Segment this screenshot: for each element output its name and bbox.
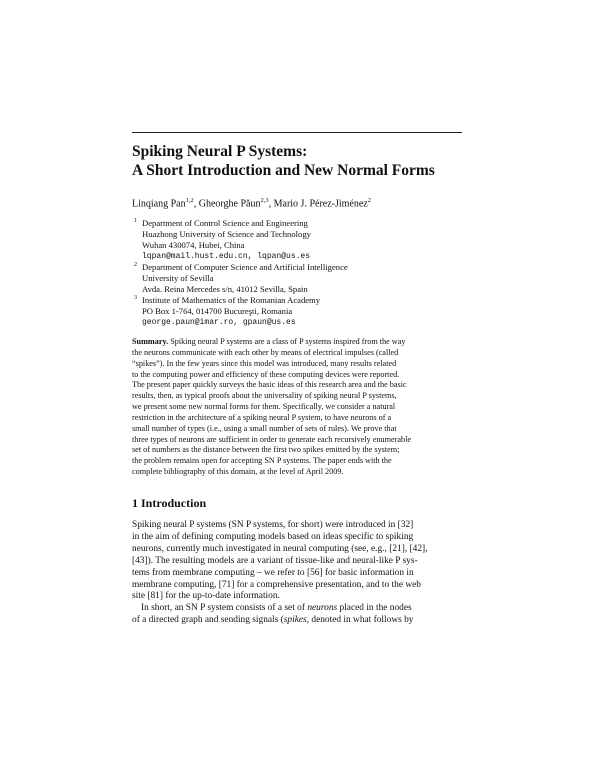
affiliation-email[interactable]: george.paun@imar.ro, gpaun@us.es: [142, 318, 296, 327]
summary-line: we present some new normal forms for them. Specifically, we consider a natural: [132, 402, 396, 412]
intro-line: in the aim of defining computing models based on ideas specific to spiking: [132, 531, 414, 542]
summary-line: results, then, as typical proofs about the universality of spiking neural P systems,: [132, 391, 397, 401]
intro-line: site [81] for the up-to-date information.: [132, 591, 280, 602]
summary-line: set of numbers as the distance between the first two spikes emitted by the system;: [132, 445, 400, 455]
author-separator: ,: [193, 198, 199, 210]
summary-first-line: Spiking neural P systems are a class of P systems inspired from the way: [168, 337, 406, 346]
intro-emphasis: neurons: [307, 603, 338, 614]
summary-abstract: [132, 337, 462, 478]
paper-title: [132, 142, 462, 180]
summary-line: to the computing power and efficiency of these computing devices were reported.: [132, 369, 400, 379]
intro-text: , denoted in what follows by: [306, 615, 414, 626]
affiliation-line: PO Box 1-764, 014700 Bucureşti, Romania: [142, 306, 293, 316]
intro-emphasis: spikes: [283, 615, 307, 626]
summary-line: the neurons communicate with each other by means of electrical impulses (called: [132, 347, 399, 357]
affiliation-line: Department of Computer Science and Artificial Intelligence: [142, 262, 348, 272]
author-affil-mark: 1,2: [185, 197, 194, 204]
section-number: 1: [132, 496, 138, 510]
section-title: Introduction: [141, 496, 207, 510]
summary-label: Summary.: [132, 337, 169, 346]
intro-line: membrane computing, [71] for a comprehensive presentation, and to the web: [132, 579, 421, 590]
intro-text: placed in the nodes: [337, 603, 412, 614]
author-separator: ,: [268, 198, 274, 210]
summary-line: restriction in the architecture of a spiking neural P system, to have neurons of a: [132, 412, 392, 422]
intro-body: [132, 520, 462, 627]
summary-line: The present paper quickly surveys the basic ideas of this research area and the basic: [132, 380, 407, 390]
affiliation-email[interactable]: lqpan@mail.hust.edu.cn, lqpan@us.es: [142, 252, 311, 261]
affiliations: [132, 218, 462, 328]
intro-line: neurons, currently much investigated in neural computing (see, e.g., [21], [42],: [132, 543, 428, 554]
intro-text: In short, an SN P system consists of a set of: [141, 603, 308, 614]
intro-line: Spiking neural P systems (SN P systems, for short) were introduced in [32]: [132, 520, 414, 530]
top-rule: [132, 132, 462, 133]
affiliation-number: 3: [134, 295, 137, 301]
affiliation-1: [132, 218, 462, 262]
author-list: [132, 195, 462, 210]
affiliation-line: Wuhan 430074, Hubei, China: [142, 240, 245, 250]
intro-line: tems from membrane computing – we refer to [56] for basic information in: [132, 567, 414, 578]
affiliation-3: [132, 295, 462, 328]
affiliation-number: 2: [134, 262, 137, 268]
affiliation-line: Institute of Mathematics of the Romanian Academy: [142, 295, 321, 305]
intro-line: [132, 615, 462, 627]
author-affil-mark: 2,3: [260, 197, 269, 204]
summary-line: the problem remains open for accepting SN P systems. The paper ends with the: [132, 456, 392, 466]
author-name: Gheorghe Păun: [198, 198, 261, 210]
author-affil-mark: 2: [367, 197, 371, 204]
affiliation-2: [132, 262, 462, 295]
summary-line: “spikes”). In the few years since this model was introduced, many results related: [132, 358, 397, 368]
affiliation-number: 1: [134, 218, 137, 224]
affiliation-line: University of Sevilla: [142, 273, 214, 283]
affiliation-line: Department of Control Science and Engineering: [142, 218, 308, 228]
affiliation-line: Huazhong University of Science and Technology: [142, 229, 311, 239]
summary-line: complete bibliography of this domain, at the level of April 2009.: [132, 467, 344, 477]
section-heading: [132, 496, 206, 511]
intro-text: of a directed graph and sending signals (: [132, 615, 284, 626]
intro-line: [43]). The resulting models are a variant of tissue-like and neural-like P sys-: [132, 555, 418, 566]
affiliation-line: Avda. Reina Mercedes s/n, 41012 Sevilla, Spain: [142, 284, 308, 294]
author-name: Mario J. Pérez-Jiménez: [273, 198, 368, 210]
title-line-2: A Short Introduction and New Normal Forms: [132, 162, 435, 179]
summary-line: three types of neurons are sufficient in order to generate each recursively enumerable: [132, 434, 412, 444]
intro-line: [132, 603, 462, 615]
summary-line: [132, 337, 462, 348]
summary-line: small number of types (i.e., using a small number of sets of rules). We prove that: [132, 423, 397, 433]
title-line-1: Spiking Neural P Systems:: [132, 143, 308, 160]
author-name: Linqiang Pan: [132, 198, 186, 210]
